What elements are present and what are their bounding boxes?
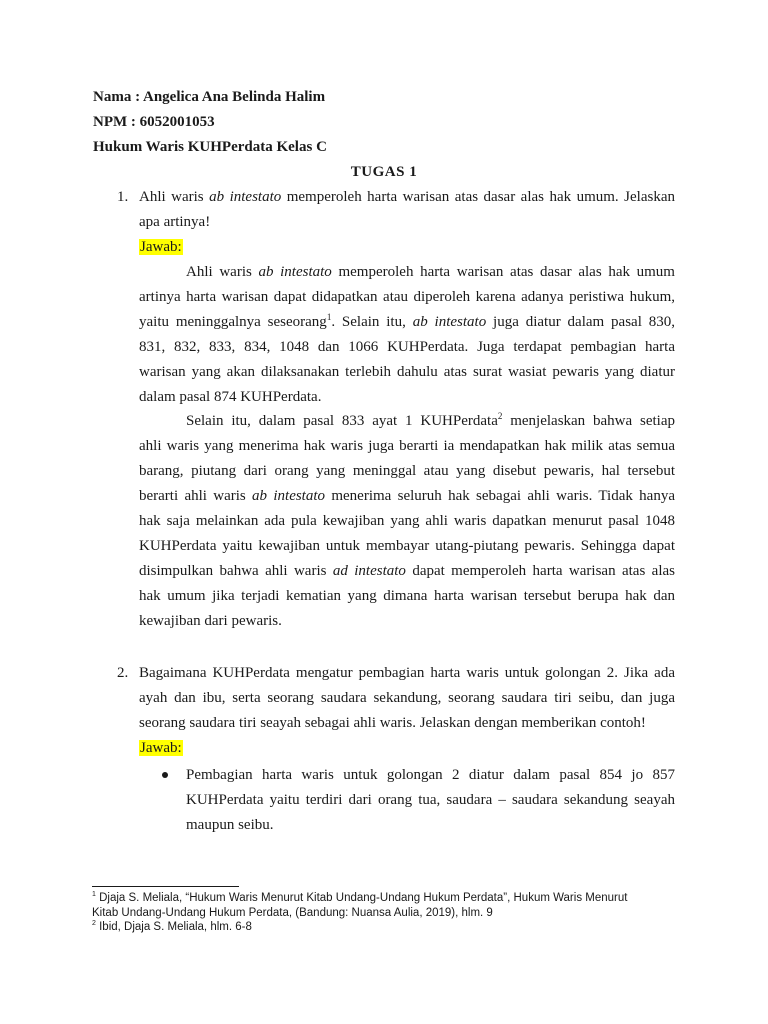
q2-line-1: Bagaimana KUHPerdata mengatur pembagian harta waris untuk golongan 2. Jika ada bbox=[139, 665, 675, 681]
q1-p2-line-8: hak umum jika terjadi kematian yang dimana harta warisan tersebut berupa hak dan bbox=[139, 588, 675, 604]
q2-line-2: ayah dan ibu, serta seorang saudara sekandung, seorang saudara tiri seibu, dan juga bbox=[139, 690, 675, 706]
q2-bullet-line-1: Pembagian harta waris untuk golongan 2 diatur dalam pasal 854 jo 857 bbox=[186, 767, 675, 783]
footnote-1-line-2: Kitab Undang-Undang Hukum Perdata, (Bandung: Nuansa Aulia, 2019), hlm. 9 bbox=[92, 907, 493, 919]
q1-p1-line-3: yaitu meninggalnya seseorang$^1$. Selain itu, ab intestato juga diatur dalam pasal 830, bbox=[139, 312, 675, 330]
footnote-2: $^2$ Ibid, Djaja S. Meliala, hlm. 6-8 bbox=[92, 920, 252, 933]
q2-number: 2. bbox=[117, 665, 129, 681]
jawab-highlight: Jawab: bbox=[140, 239, 182, 255]
student-npm: NPM : 6052001053 bbox=[93, 114, 215, 130]
q1-p2-line-3: barang, piutang dari orang yang meninggal atau yang disebut pewaris, hal tersebut bbox=[139, 463, 675, 479]
q1-p1-line-5: warisan yang akan dilaksanakan terlebih dahulu atas surat wasiat pewaris yang diatur bbox=[139, 364, 675, 380]
jawab-highlight: Jawab: bbox=[140, 740, 182, 756]
q1-p2-line-1: Selain itu, dalam pasal 833 ayat 1 KUHPerdata$^2$ menjelaskan bahwa setiap bbox=[186, 411, 675, 429]
q1-p2-line-5: hak saja melainkan ada pula kewajiban yang ahli waris dapatkan menurut pasal 1048 bbox=[139, 513, 675, 529]
q1-p2-line-9: kewajiban dari pewaris. bbox=[139, 613, 282, 629]
q1-p2-line-2: ahli waris yang menerima hak waris juga berarti ia mendapatkan hak milik atas semua bbox=[139, 438, 675, 454]
q1-p1-line-4: 831, 832, 833, 834, 1048 dan 1066 KUHPerdata. Juga terdapat pembagian harta bbox=[139, 339, 675, 355]
q2-bullet-line-2: KUHPerdata yaitu terdiri dari orang tua, saudara – saudara sekandung seayah bbox=[186, 792, 675, 808]
q1-p1-line-2: artinya harta warisan dapat didapatkan atau diperoleh karena adanya peristiwa hukum, bbox=[139, 289, 675, 305]
bullet-icon bbox=[162, 772, 168, 778]
q1-p2-line-6: KUHPerdata yaitu kewajiban untuk membayar utang-piutang pewaris. Sehingga dapat bbox=[139, 538, 675, 554]
student-name: Nama : Angelica Ana Belinda Halim bbox=[93, 89, 326, 105]
footnote-ref-2[interactable]: 2 bbox=[497, 411, 503, 421]
q1-p1-line-1: Ahli waris ab intestato memperoleh harta warisan atas dasar alas hak umum bbox=[186, 264, 675, 280]
q2-jawab bbox=[139, 739, 183, 757]
course-title: Hukum Waris KUHPerdata Kelas C bbox=[93, 139, 327, 155]
q1-line-2: apa artinya! bbox=[139, 214, 211, 230]
q1-p1-line-6: dalam pasal 874 KUHPerdata. bbox=[139, 389, 322, 405]
footnote-ref-1[interactable]: 1 bbox=[326, 312, 332, 322]
q1-p2-line-4: berarti ahli waris ab intestato menerima seluruh hak sebagai ahli waris. Tidak hanya bbox=[139, 488, 675, 504]
q1-jawab bbox=[139, 238, 183, 256]
q1-p2-line-7: disimpulkan bahwa ahli waris ad intestato dapat memperoleh harta warisan atas alas bbox=[139, 563, 675, 579]
q2-line-3: seorang saudara tiri seayah sebagai ahli waris. Jelaskan dengan memberikan contoh! bbox=[139, 715, 646, 731]
footnote-separator bbox=[92, 886, 239, 887]
q2-bullet-line-3: maupun seibu. bbox=[186, 817, 274, 833]
footnote-1-line-1: $^1$ Djaja S. Meliala, “Hukum Waris Menurut Kitab Undang-Undang Hukum Perdata”, Hukum Waris Menurut bbox=[92, 891, 628, 904]
q1-line-1: Ahli waris ab intestato memperoleh harta warisan atas dasar alas hak umum. Jelaskan bbox=[139, 189, 675, 205]
q1-number: 1. bbox=[117, 189, 129, 205]
assignment-title: TUGAS 1 bbox=[350, 164, 418, 180]
